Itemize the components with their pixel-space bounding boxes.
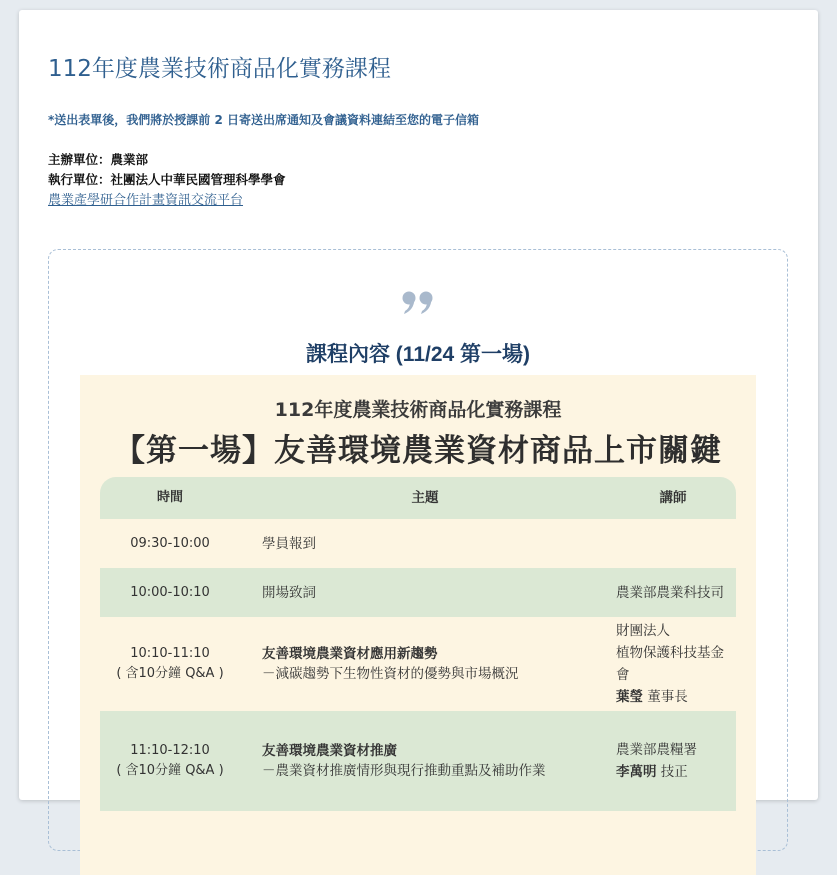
speaker-person [616, 686, 736, 708]
course-content-box [48, 249, 788, 851]
form-card [19, 10, 818, 800]
row-time-range: 10:10-11:10 [130, 646, 210, 661]
speaker-org: 農業部農糧署 [616, 742, 697, 758]
course-poster [80, 375, 756, 875]
row-time [100, 644, 240, 684]
form-title: 112年度農業技術商品化實務課程 [48, 56, 391, 82]
quote-icon [49, 290, 787, 320]
header-topic: 主題 [411, 490, 439, 506]
row-topic-sub: －減碳趨勢下生物性資材的優勢與市場概況 [262, 666, 519, 682]
speaker-person [616, 761, 736, 783]
speaker-org: 財團法人 [616, 623, 670, 639]
row-topic: 開場致詞 [262, 584, 316, 601]
speaker-name: 李萬明 [616, 764, 657, 780]
table-row [100, 519, 736, 568]
speaker-title: 董事長 [643, 689, 688, 705]
table-row [100, 568, 736, 617]
row-topic: 學員報到 [262, 535, 316, 552]
speaker-name: 葉瑩 [616, 689, 643, 705]
executor-text: 執行單位：社團法人中華民國管理科學學會 [48, 172, 286, 187]
header-speaker: 講師 [659, 490, 687, 506]
header-time: 時間 [156, 490, 183, 505]
row-time-range: 11:10-12:10 [130, 743, 210, 758]
row-time-note: ( 含10分鐘 Q&A ) [116, 666, 224, 681]
row-topic [240, 741, 614, 781]
organizer-text: 主辦單位：農業部 [48, 152, 149, 167]
row-speaker [614, 739, 736, 783]
row-time: 10:00-10:10 [130, 584, 210, 600]
schedule-table [100, 477, 736, 811]
table-row [100, 617, 736, 711]
speaker-title: 技正 [656, 764, 688, 780]
speaker-org-2: 植物保護科技基金會 [616, 645, 724, 683]
course-content-heading: 課程內容 (11/24 第一場) [305, 343, 531, 366]
table-row [100, 711, 736, 811]
row-topic-sub: －農業資材推廣情形與現行推動重點及補助作業 [262, 763, 546, 779]
row-topic-title: 友善環境農業資材推廣 [262, 743, 397, 759]
poster-main-title: 【第一場】友善環境農業資材商品上市關鍵 [114, 433, 722, 469]
poster-subtitle: 112年度農業技術商品化實務課程 [274, 399, 562, 421]
form-notice: *送出表單後，我們將於授課前 2 日寄送出席通知及會議資料連結至您的電子信箱 [48, 113, 479, 127]
row-topic-title: 友善環境農業資材應用新趨勢 [262, 646, 438, 662]
row-speaker: 農業部農業科技司 [616, 584, 724, 601]
row-time-note: ( 含10分鐘 Q&A ) [116, 763, 224, 778]
platform-link[interactable]: 農業產學研合作計畫資訊交流平台 [48, 193, 244, 208]
row-time: 09:30-10:00 [130, 535, 210, 551]
row-topic [240, 644, 614, 684]
row-time [100, 741, 240, 781]
row-speaker [614, 620, 736, 708]
schedule-header [100, 477, 736, 519]
